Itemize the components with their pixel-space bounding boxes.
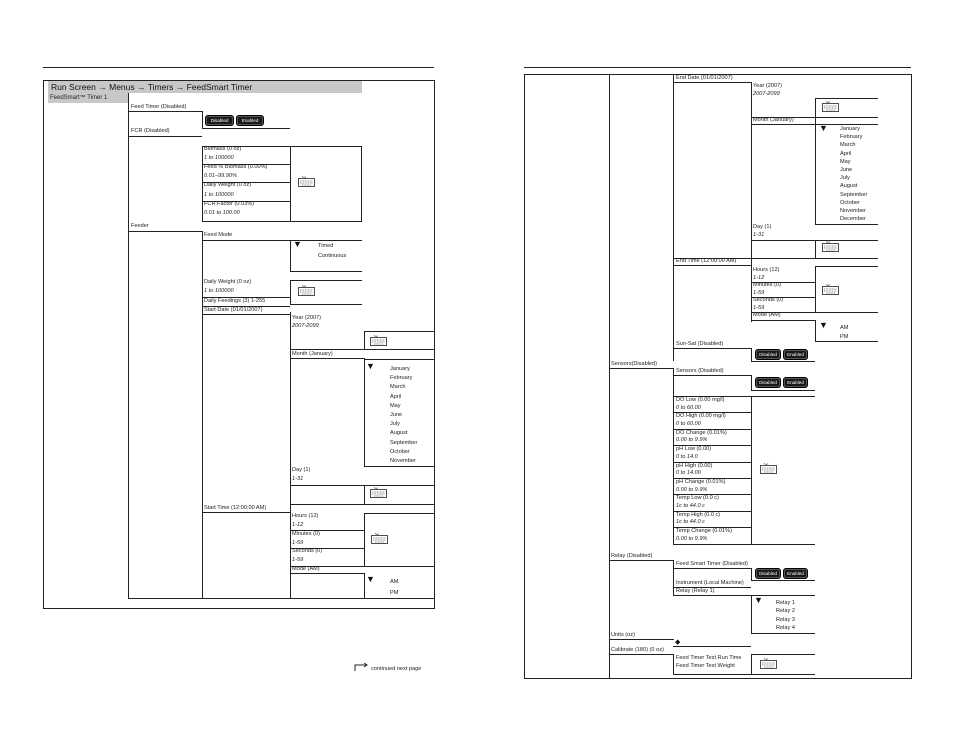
rule [815, 266, 816, 312]
mode-option-timed[interactable]: Timed [318, 243, 334, 249]
calibrate-label: Calibrate (180) (0 oz) [611, 647, 664, 653]
end-seconds-range: 1-59 [753, 305, 765, 311]
disabled-button[interactable]: Disabled [206, 116, 233, 125]
dropdown-triangle-icon[interactable]: ▼ [819, 320, 828, 330]
biomass-label: Biomass (0 oz) [204, 146, 242, 152]
rule [290, 280, 291, 304]
end-month-option[interactable]: August [840, 183, 858, 190]
rule [751, 375, 752, 390]
end-month-option[interactable]: July [840, 175, 850, 182]
rule [751, 348, 752, 361]
sensors-disabled-button[interactable]: Disabled [756, 378, 780, 387]
biomass-range: 1 to 100000 [204, 155, 234, 161]
enabled-button[interactable]: Enabled [237, 116, 263, 125]
relay-enabled-button[interactable]: Enabled [784, 569, 807, 578]
rule [815, 266, 878, 267]
rule [364, 466, 435, 467]
rule [673, 511, 751, 512]
rule [364, 331, 435, 332]
month-option[interactable]: February [390, 375, 413, 382]
sensor-temp-high-label: Temp High (0.0 c) [676, 511, 721, 518]
rule [361, 146, 362, 222]
month-option[interactable]: June [390, 412, 403, 418]
sun-sat-enabled-button[interactable]: Enabled [784, 350, 807, 359]
dropdown-triangle-icon[interactable]: ▼ [366, 574, 375, 584]
day-label: Day (1) [292, 467, 311, 473]
keyboard-icon[interactable] [298, 176, 315, 187]
rule [609, 560, 674, 561]
rule [751, 396, 752, 544]
rule [202, 512, 290, 513]
seconds-label: Seconds (0) [292, 548, 323, 554]
month-option[interactable]: January [390, 366, 410, 372]
daily-weight-label: Daily Weight (0 oz) [204, 279, 252, 285]
rule [815, 341, 878, 342]
end-pm-option[interactable]: PM [840, 334, 849, 340]
relay-disabled-button[interactable]: Disabled [756, 569, 780, 578]
end-month-option[interactable]: January [840, 126, 860, 132]
rule [673, 478, 751, 479]
month-option[interactable]: August [390, 430, 408, 437]
sensor-ph-change-range: 0.00 to 9.9% [676, 486, 708, 493]
page-top-rule [43, 67, 434, 68]
end-year-label: Year (2007) [753, 83, 783, 89]
rule [202, 221, 362, 222]
end-month-option[interactable]: March [840, 142, 856, 149]
feed-mode-label: Feed Mode [204, 232, 233, 238]
end-month-option[interactable]: November [840, 208, 866, 214]
dropdown-triangle-icon[interactable]: ▼ [366, 361, 375, 371]
hours-range: 1-12 [292, 522, 304, 528]
keyboard-icon[interactable] [371, 533, 388, 544]
continue-arrow-icon [354, 663, 368, 672]
end-hours-label: Hours (12) [753, 267, 780, 273]
start-time-label: Start Time (12:00:00 AM) [204, 505, 267, 511]
sensor-do-change-range: 0.00 to 9.9% [676, 437, 708, 444]
rule [202, 128, 290, 129]
keyboard-icon[interactable] [760, 658, 777, 669]
rule [364, 485, 435, 486]
rule [673, 595, 815, 596]
rule [364, 485, 365, 505]
rule [673, 265, 751, 266]
rule [364, 573, 365, 599]
rule [673, 544, 815, 545]
sensor-temp-high-range: 1c to 44.0 c [676, 519, 705, 526]
rule [290, 280, 362, 281]
daily-weight-fcr-label: Daily Weight (0 oz) [204, 182, 252, 188]
start-date-label: Start Date (01/01/2007) [204, 307, 263, 313]
end-seconds-label: Seconds (0) [753, 297, 784, 303]
col-line-1 [128, 93, 129, 599]
run-time-label: Feed Timer Test Run Time [676, 655, 742, 661]
month-option[interactable]: November [390, 458, 416, 464]
relay-label: Relay (Relay 1) [676, 588, 715, 594]
sun-sat-label: Sun-Sat (Disabled) [676, 341, 724, 347]
rule [815, 224, 878, 225]
dropdown-triangle-icon[interactable]: ▼ [819, 123, 828, 133]
fcr-factor-label: FCR Factor (0.03%) [204, 201, 255, 207]
rule [673, 654, 674, 674]
col-line-r2 [673, 74, 674, 361]
sensor-ph-high-range: 0 to 14.00 [676, 470, 701, 477]
sensor-temp-change-label: Temp Change (0.01%) [676, 528, 732, 535]
rule [673, 494, 751, 495]
rule [751, 568, 752, 580]
rule [673, 375, 751, 376]
feed-timer-label: Feed Timer (Disabled) [131, 104, 187, 110]
sensor-do-change-label: DO Change (0.01%) [676, 429, 727, 436]
sensor-temp-low-range: 1c to 44.0 c [676, 502, 705, 509]
feedsmart-timer-label: FeedSmart™ Timer 1 [48, 93, 128, 103]
col-line-r3 [751, 82, 752, 322]
rule [364, 359, 435, 360]
rule [128, 598, 435, 599]
month-option[interactable]: April [390, 393, 402, 400]
rule [751, 654, 752, 674]
rule [128, 136, 202, 137]
test-weight-label: Feed Timer Test Weight [676, 663, 735, 669]
sun-sat-disabled-button[interactable]: Disabled [756, 350, 780, 359]
rule [290, 240, 291, 272]
relay-option-1[interactable]: Relay 1 [776, 600, 795, 606]
rule [673, 527, 751, 528]
end-minutes-label: Minutes (0) [753, 282, 781, 288]
feeder-label: Feeder [131, 223, 149, 229]
col-line-3 [290, 312, 291, 599]
instrument-label: Instrument (Local Machine) [676, 580, 744, 586]
rule [751, 633, 815, 634]
end-month-option[interactable]: September [840, 191, 868, 198]
rule [751, 595, 752, 633]
rule [751, 320, 815, 321]
rule [290, 349, 435, 350]
col-line-r4 [815, 118, 816, 224]
keyboard-icon[interactable] [370, 487, 387, 498]
rule [673, 412, 751, 413]
rule [290, 573, 364, 574]
rule [364, 358, 365, 466]
rule [673, 348, 751, 349]
feed-pct-range: 0.01–99.90% [204, 173, 237, 179]
keyboard-icon[interactable] [760, 463, 777, 474]
rule [290, 358, 364, 359]
hours-label: Hours (12) [292, 513, 319, 519]
end-month-option[interactable]: December [840, 216, 866, 223]
keyboard-icon[interactable] [822, 101, 839, 112]
rule [673, 445, 751, 446]
rule [202, 314, 290, 315]
end-month-label: Month (January) [753, 117, 794, 123]
sensor-do-low-range: 0 to 60.00 [676, 404, 701, 411]
keyboard-icon[interactable] [370, 335, 387, 346]
end-month-option[interactable]: June [840, 167, 853, 173]
sensor-do-high-range: 0 to 60.00 [676, 420, 701, 427]
end-month-option[interactable]: October [840, 199, 860, 206]
fcr-label: FCR (Disabled) [131, 128, 170, 134]
end-month-option[interactable]: February [840, 134, 863, 141]
end-hours-range: 1-12 [753, 275, 765, 281]
rule [364, 513, 365, 566]
sensor-do-low-label: DO Low (0.00 mg/l) [676, 397, 725, 403]
rule [815, 98, 816, 117]
fcr-factor-range: 0.01 to 100.00 [204, 210, 240, 216]
end-month-option[interactable]: May [840, 158, 851, 165]
right-diagram-frame [524, 74, 912, 679]
day-range: 1-31 [292, 476, 304, 482]
end-mode-label: Mode (AM) [753, 312, 781, 318]
rule [673, 646, 751, 647]
col-line-2 [202, 231, 203, 599]
rule [609, 639, 674, 640]
rule [673, 568, 751, 569]
toggle-diamond-icon[interactable]: ◆ [675, 639, 681, 646]
rule [815, 240, 816, 258]
page-top-rule-right [524, 67, 911, 68]
sensor-ph-high-label: pH High (0.00) [676, 462, 713, 469]
minutes-range: 1-59 [292, 540, 304, 546]
keyboard-icon[interactable] [298, 285, 315, 296]
rule [751, 240, 815, 241]
sensors-group-label: Sensors(Disabled) [611, 361, 658, 367]
sensors-enabled-button[interactable]: Enabled [784, 378, 807, 387]
rule [364, 513, 435, 514]
pm-option[interactable]: PM [390, 590, 399, 596]
end-day-range: 1-31 [753, 232, 765, 238]
year-range: 2007-2099 [292, 323, 319, 329]
rule [751, 390, 815, 391]
end-year-range: 2007-2099 [753, 91, 780, 97]
end-day-label: Day (1) [753, 224, 772, 230]
rule [364, 331, 365, 350]
sensor-temp-change-range: 0.00 to 9.9% [676, 535, 708, 542]
relay-option-2[interactable]: Relay 2 [776, 608, 795, 614]
end-date-label: End Date (01/01/2007) [676, 75, 733, 81]
month-label: Month (January) [292, 351, 333, 357]
dropdown-triangle-icon[interactable]: ▼ [293, 239, 302, 249]
end-time-label: End Time (12:00:00 AM) [676, 258, 737, 264]
minutes-label: Minutes (0) [292, 531, 320, 537]
sensor-temp-low-label: Temp Low (0.0 c) [676, 495, 719, 502]
rule [128, 111, 203, 112]
daily-feedings-label: Daily Feedings (3) 1-255 [204, 298, 266, 304]
rule [673, 82, 751, 83]
sensor-ph-change-label: pH Change (0.01%) [676, 479, 726, 485]
rule [290, 504, 435, 505]
feed-smart-timer-label: Feed Smart Timer (Disabled) [676, 561, 748, 567]
end-am-option[interactable]: AM [840, 325, 849, 331]
rule [673, 429, 751, 430]
year-label: Year (2007) [292, 315, 322, 321]
col-line-r1 [609, 74, 610, 678]
month-option[interactable]: March [390, 384, 406, 391]
units-label: Units (oz) [611, 632, 635, 638]
dropdown-triangle-icon[interactable]: ▼ [754, 595, 763, 605]
seconds-range: 1-59 [292, 557, 304, 563]
col-line-fcr [202, 146, 203, 222]
rule [290, 304, 362, 305]
rule [751, 124, 815, 125]
rule [673, 462, 751, 463]
relay-group-label: Relay (Disabled) [611, 553, 653, 559]
rule [290, 271, 362, 272]
rule [290, 485, 364, 486]
rule [751, 580, 815, 581]
sensors-label: Sensors (Disabled) [676, 368, 724, 374]
daily-weight-fcr-range: 1 to 100000 [204, 192, 234, 198]
rule [609, 368, 674, 369]
feed-pct-label: Feed % Biomass (0.00%) [204, 164, 268, 170]
am-option[interactable]: AM [390, 579, 399, 585]
col-line-fcr2 [290, 146, 291, 222]
rule [751, 654, 815, 655]
rule [673, 674, 815, 675]
mode-option-continuous[interactable]: Continuous [318, 253, 347, 259]
sensor-do-high-label: DO High (0.00 mg/l) [676, 413, 726, 420]
month-option[interactable]: September [390, 439, 418, 446]
rule [815, 320, 816, 341]
sensor-ph-low-range: 0 to 14.0 [676, 453, 698, 460]
relay-option-4[interactable]: Relay 4 [776, 625, 795, 631]
month-option[interactable]: May [390, 402, 401, 409]
month-option[interactable]: July [390, 421, 400, 428]
rule [815, 98, 878, 99]
daily-weight-range: 1 to 100000 [204, 288, 234, 294]
keyboard-icon[interactable] [822, 241, 839, 252]
rule [202, 240, 362, 241]
rule [609, 654, 674, 655]
sensor-ph-low-label: pH Low (0.00) [676, 446, 712, 453]
month-option[interactable]: October [390, 448, 410, 455]
keyboard-icon[interactable] [822, 284, 839, 295]
relay-option-3[interactable]: Relay 3 [776, 617, 795, 623]
rule [673, 368, 674, 544]
mode-label: Mode (AM) [292, 566, 320, 572]
rule [751, 361, 815, 362]
end-month-option[interactable]: April [840, 150, 852, 157]
breadcrumb-title: Run Screen → Menus → Timers → FeedSmart Timer [48, 81, 362, 93]
rule [128, 231, 202, 232]
end-minutes-range: 1-59 [753, 290, 765, 296]
continued-label: continued next page [371, 666, 422, 672]
rule [673, 560, 674, 596]
rule [202, 111, 203, 128]
